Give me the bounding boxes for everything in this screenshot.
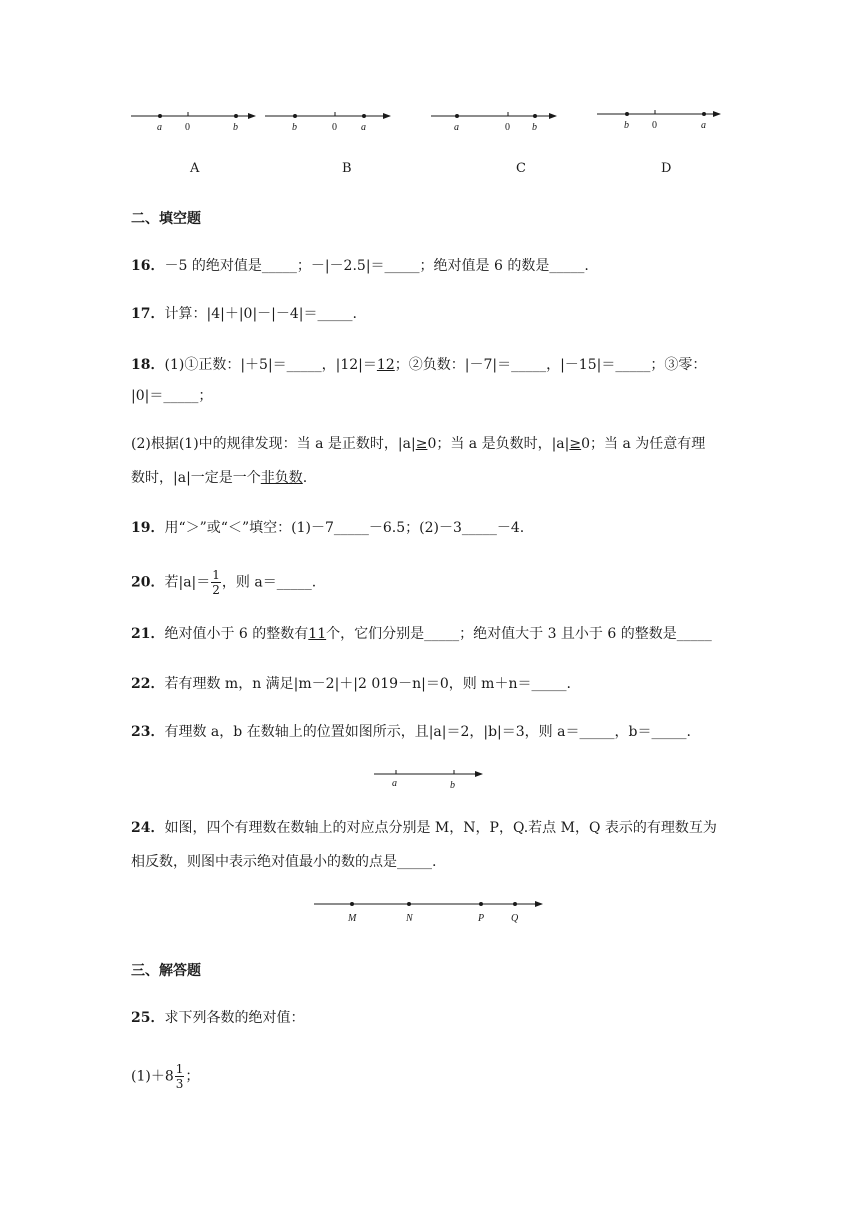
label-m: M [348,913,357,924]
question-text: 求下列各数的绝对值： [164,1010,305,1026]
text: 个，它们分别是_____；绝对值大于 3 且小于 6 的整数是_____ [326,626,712,642]
number-line-d [597,110,720,131]
question-number: 20． [131,574,165,591]
label-a: a [361,122,366,133]
underlined-answer: 11 [308,626,327,642]
option-c-label: C [516,161,526,176]
label-b: b [233,122,238,133]
point-b [533,114,537,118]
question-25-part-1 [131,1062,199,1091]
point-n [407,902,411,906]
number-line-c [431,112,556,133]
question-18-line-2: |0|＝_____； [131,388,213,404]
label-q: Q [511,913,519,924]
question-number: 24． [131,820,165,836]
point-b [625,112,629,116]
text: ；②负数：|－7|＝_____，|－15|＝_____；③零： [394,357,707,373]
question-24-line-2: 相反数，则图中表示绝对值最小的数的点是_____. [131,854,437,870]
number-line-a [131,112,255,133]
label-zero: 0 [185,122,190,133]
text: ，则 a＝_____. [221,574,317,591]
question-number: 22． [131,676,165,692]
question-text: 有理数 a，b 在数轴上的位置如图所示，且|a|＝2，|b|＝3，则 a＝_____，b＝_____. [164,724,691,740]
question-17 [131,304,357,324]
text: (2)根据(1)中的规律发现：当 a 是正数时，|a| [131,436,416,452]
point-b [234,114,238,118]
option-a-label: A [190,161,200,176]
question-16 [131,256,589,276]
text: 若|a|＝ [164,574,211,591]
question-text: 若有理数 m，n 满足|m－2|＋|2 019－n|＝0，则 m＋n＝_____. [164,676,571,692]
question-24-line-1 [131,818,717,838]
text: . [302,470,308,486]
question-number: 18． [131,357,165,373]
text: 绝对值小于 6 的整数有 [164,626,309,642]
question-text: －5 的绝对值是_____；－|－2.5|＝_____；绝对值是 6 的数是_____. [164,258,589,274]
point-p [479,902,483,906]
point-m [350,902,354,906]
section-title-solutions: 三、解答题 [131,963,201,979]
question-23 [131,722,691,742]
question-18-line-4 [131,468,307,488]
question-19 [131,518,524,538]
point-a [702,112,706,116]
underlined-answer: ≥ [569,436,582,452]
fraction [211,568,221,597]
label-b: b [292,122,297,133]
option-b-label: B [342,161,352,176]
question-number: 17． [131,306,165,322]
text: 0；当 a 为任意有理 [581,436,706,452]
text: (1)＋8 [131,1068,174,1085]
text: 如图，四个有理数在数轴上的对应点分别是 M，N，P，Q.若点 M，Q 表示的有理数互为 [164,820,717,836]
denominator: 2 [212,583,220,597]
question-number: 25． [131,1010,165,1026]
point-b [293,114,297,118]
number-line-b [265,112,390,133]
underlined-answer: ≥ [415,436,428,452]
label-zero: 0 [332,122,337,133]
fraction [175,1062,185,1091]
label-b: b [532,122,537,133]
text: ； [185,1068,200,1085]
option-d-label: D [661,161,672,176]
text: 0；当 a 是负数时，|a| [427,436,570,452]
label-a: a [392,778,397,789]
numerator: 1 [212,568,220,582]
question-18-line-1 [131,355,706,375]
text: 数时，|a|一定是一个 [131,470,261,486]
label-a: a [157,122,162,133]
question-number: 16． [131,258,165,274]
label-a: a [701,120,706,131]
label-p: P [478,913,485,924]
text: (1)①正数：|＋5|＝_____，|12|＝ [164,357,377,373]
question-text: 计算：|4|＋|0|－|－4|＝_____. [164,306,357,322]
point-q [513,902,517,906]
label-a: a [454,122,459,133]
question-15-number-lines [0,100,860,140]
section-title-fill-in: 二、填空题 [131,211,201,227]
point-a [158,114,162,118]
numerator: 1 [175,1062,184,1076]
underlined-answer: 非负数 [260,470,303,486]
label-n: N [406,913,413,924]
question-21 [131,624,712,644]
question-22 [131,674,571,694]
label-b: b [450,780,455,791]
question-23-number-line [370,764,490,792]
question-number: 21． [131,626,165,642]
label-b: b [624,120,629,131]
question-25 [131,1008,304,1028]
question-24-number-line [310,894,550,926]
question-20 [131,568,316,597]
question-18-line-3 [131,434,705,454]
underlined-answer: 12 [376,357,395,373]
question-text: 用“＞”或“＜”填空：(1)－7_____－6.5；(2)－3_____－4. [164,520,525,536]
denominator: 3 [175,1077,184,1091]
question-number: 23． [131,724,165,740]
label-zero: 0 [505,122,510,133]
point-a [455,114,459,118]
point-a [362,114,366,118]
question-number: 19． [131,520,165,536]
label-zero: 0 [652,120,657,131]
